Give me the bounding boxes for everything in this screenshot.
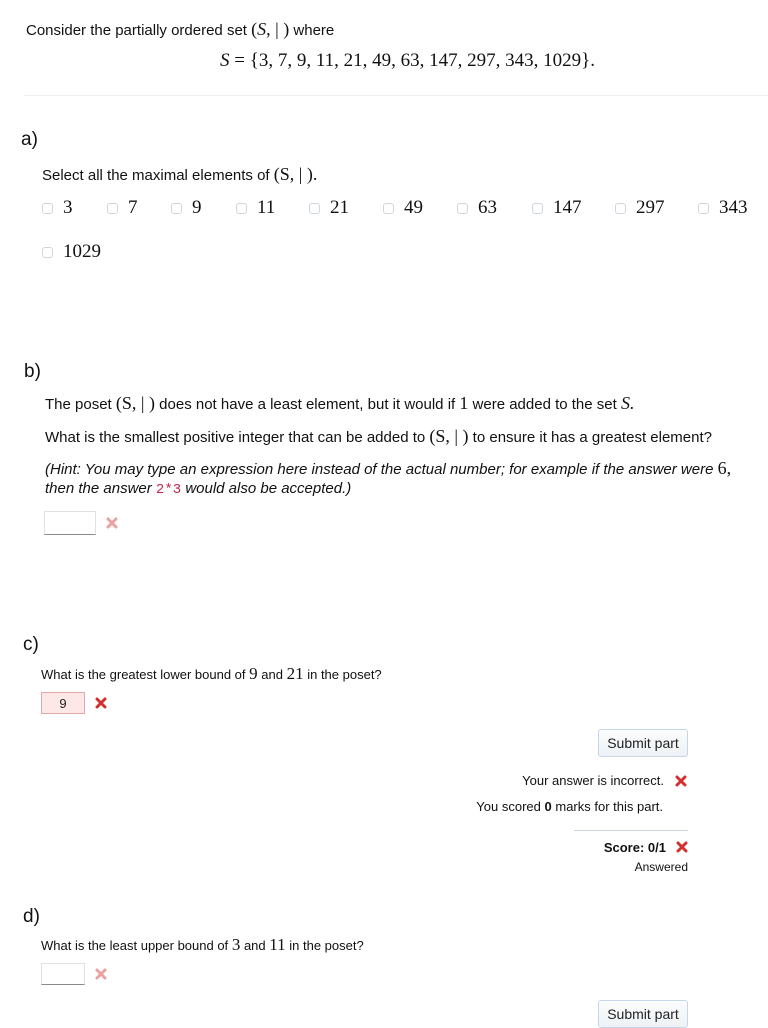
checkbox[interactable]: [107, 203, 118, 214]
feedback-text: Your answer is incorrect.: [522, 773, 664, 788]
option-3[interactable]: 3: [42, 197, 107, 219]
wrong-x-icon: [95, 697, 107, 709]
intro-poset-s: S: [257, 19, 267, 39]
part-c-answer-input[interactable]: 9: [41, 692, 85, 714]
score-label: Score: 0/1: [603, 840, 666, 855]
part-a-question: Select all the maximal elements of (S, | ).: [42, 164, 318, 184]
checkbox[interactable]: [309, 203, 320, 214]
scored-text: You scored 0 marks for this part.: [476, 799, 663, 814]
option-1029[interactable]: 1029: [42, 241, 101, 263]
answered-status: Answered: [634, 860, 688, 874]
intro-text: Consider the partially ordered set: [26, 22, 247, 39]
checkbox[interactable]: [532, 203, 543, 214]
checkbox[interactable]: [236, 203, 247, 214]
intro-poset-rel: |: [275, 19, 279, 39]
set-lhs: S: [220, 50, 230, 71]
part-b-answer-input[interactable]: [44, 511, 96, 535]
checkbox[interactable]: [457, 203, 468, 214]
hint-code: 2*3: [155, 482, 182, 498]
option-297[interactable]: 297: [615, 197, 698, 219]
wrong-x-icon: [675, 775, 687, 787]
wrong-x-icon: [676, 841, 688, 853]
checkbox[interactable]: [42, 203, 53, 214]
checkbox[interactable]: [383, 203, 394, 214]
wrong-x-icon: [95, 968, 107, 980]
part-c-question: What is the greatest lower bound of 9 and 21 in the poset?: [41, 664, 382, 683]
checkbox[interactable]: [171, 203, 182, 214]
option-11[interactable]: 11: [236, 197, 309, 219]
options-row-2: [42, 241, 101, 263]
intro-line: Consider the partially ordered set (S, | ) where: [26, 19, 335, 39]
submit-part-c-button[interactable]: Submit part: [598, 729, 688, 757]
option-49[interactable]: 49: [383, 197, 457, 219]
part-b-label: b): [24, 361, 41, 382]
part-c-label: c): [23, 634, 39, 655]
part-a-poset: (S, | ).: [273, 164, 318, 184]
options-row-1: [42, 197, 758, 219]
divider: [24, 95, 768, 96]
set-eq: =: [234, 50, 245, 71]
set-definition: [220, 50, 595, 72]
part-b-line1: The poset (S, | ) does not have a least element, but it would if 1 were added to the set S.: [45, 393, 635, 413]
option-343[interactable]: 343: [698, 197, 758, 219]
intro-where: where: [293, 22, 335, 39]
wrong-x-icon: [106, 517, 118, 529]
part-b-hint-line1: (Hint: You may type an expression here instead of the actual number; for example if the answer were 6,: [45, 458, 732, 478]
checkbox[interactable]: [615, 203, 626, 214]
option-7[interactable]: 7: [107, 197, 171, 219]
part-b-hint-line2: then the answer 2*3 would also be accepted.): [45, 480, 352, 498]
score-divider: [574, 830, 688, 831]
part-b-line2: What is the smallest positive integer that can be added to (S, | ) to ensure it has a greatest element?: [45, 426, 712, 446]
checkbox[interactable]: [698, 203, 709, 214]
set-values: {3, 7, 9, 11, 21, 49, 63, 147, 297, 343, 1029}.: [249, 50, 596, 71]
part-d-question: What is the least upper bound of 3 and 11 in the poset?: [41, 935, 364, 954]
scored-marks: 0: [544, 799, 552, 814]
option-9[interactable]: 9: [171, 197, 236, 219]
part-a-label: a): [21, 129, 38, 150]
option-21[interactable]: 21: [309, 197, 383, 219]
part-d-answer-input[interactable]: [41, 963, 85, 985]
option-147[interactable]: 147: [532, 197, 615, 219]
part-d-label: d): [23, 906, 40, 927]
checkbox[interactable]: [42, 247, 53, 258]
submit-part-d-button[interactable]: Submit part: [598, 1000, 688, 1028]
option-63[interactable]: 63: [457, 197, 532, 219]
